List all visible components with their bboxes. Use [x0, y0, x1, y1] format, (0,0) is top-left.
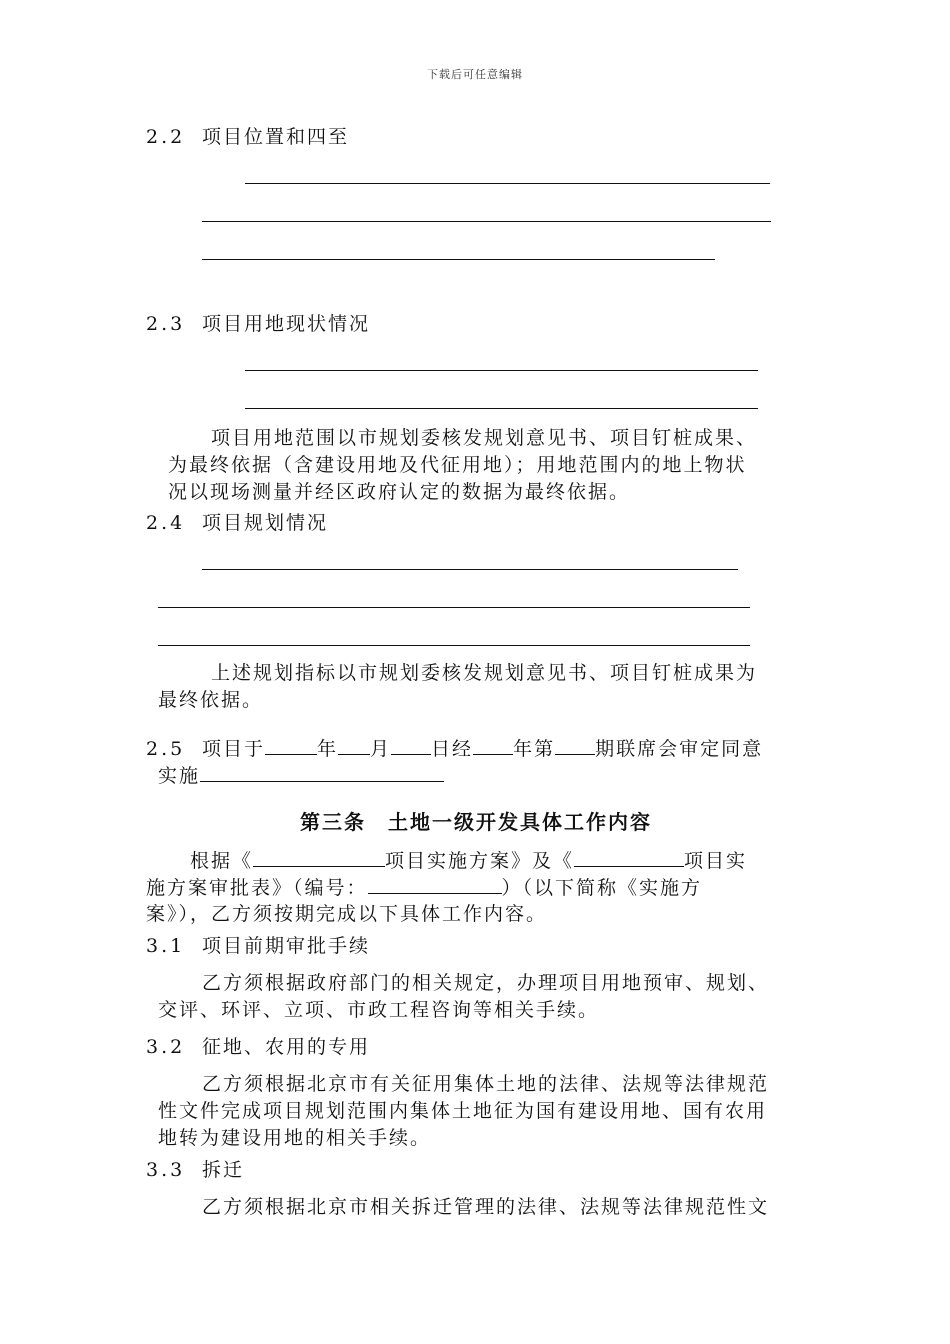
- intro-line-2: [146, 873, 702, 902]
- fill-in-line[interactable]: [158, 607, 750, 608]
- section-3-2-heading: [146, 1033, 370, 1061]
- section-title: 项目规划情况: [202, 512, 329, 534]
- fill-in-line[interactable]: [202, 221, 771, 222]
- paragraph-line: 乙方须根据北京市相关拆迁管理的法律、法规等法律规范性文: [202, 1196, 770, 1218]
- paragraph-line: 况以现场测量并经区政府认定的数据为最终依据。: [168, 481, 631, 503]
- paragraph-line: 最终依据。: [158, 689, 264, 711]
- blank-field[interactable]: [473, 734, 513, 755]
- intro-line-1: [190, 846, 747, 875]
- section-3-1-heading: [146, 932, 370, 960]
- text-segment: 年: [317, 738, 339, 760]
- fill-in-line[interactable]: [202, 259, 715, 260]
- section-title: 项目位置和四至: [202, 126, 350, 148]
- section-number: 2.5: [146, 738, 186, 760]
- section-3-3-heading: [146, 1156, 244, 1184]
- text-segment: 日经: [431, 738, 474, 760]
- paragraph-line: 上述规划指标以市规划委核发规划意见书、项目钉桩成果为: [211, 662, 758, 684]
- fill-in-line[interactable]: [158, 645, 750, 646]
- text-segment: 项目于: [202, 738, 266, 760]
- fill-in-line[interactable]: [245, 370, 758, 371]
- blank-field[interactable]: [555, 734, 595, 755]
- article-title: 第三条 土地一级开发具体工作内容: [300, 810, 652, 834]
- section-title: 项目用地现状情况: [202, 313, 371, 335]
- section-2-3-heading: [146, 310, 370, 338]
- section-number: 2.4: [146, 512, 186, 534]
- intro-line-3: 案》），乙方须按期完成以下具体工作内容。: [146, 903, 548, 925]
- paragraph-line: 乙方须根据北京市有关征用集体土地的法律、法规等法律规范: [202, 1073, 770, 1095]
- section-2-5-line: [146, 734, 763, 763]
- text-segment: ）（以下简称《实施方: [501, 877, 703, 899]
- text-segment: 施方案审批表》（编号：: [146, 877, 368, 899]
- blank-field[interactable]: [253, 846, 385, 867]
- paragraph-line: 地转为建设用地的相关手续。: [158, 1127, 432, 1149]
- blank-field[interactable]: [265, 734, 317, 755]
- fill-in-line[interactable]: [245, 183, 770, 184]
- paragraph-line: 为最终依据（含建设用地及代征用地）；用地范围内的地上物状: [168, 454, 747, 476]
- section-number: 3.1: [146, 935, 186, 957]
- text-segment: 期联席会审定同意: [595, 738, 764, 760]
- text-segment: 项目实: [684, 850, 748, 872]
- blank-field[interactable]: [391, 734, 431, 755]
- paragraph-line: 乙方须根据政府部门的相关规定，办理项目用地预审、规划、: [202, 972, 770, 994]
- section-number: 2.2: [146, 126, 186, 148]
- page-header: 下载后可任意编辑: [427, 68, 523, 81]
- section-title: 项目前期审批手续: [202, 935, 371, 957]
- text-segment: 实施: [158, 765, 201, 787]
- fill-in-line[interactable]: [202, 569, 738, 570]
- blank-field[interactable]: [200, 761, 444, 782]
- text-segment: 根据《: [190, 850, 254, 872]
- text-segment: 月: [370, 738, 392, 760]
- section-2-5-line2: [158, 761, 444, 790]
- blank-field[interactable]: [574, 846, 684, 867]
- paragraph-line: 项目用地范围以市规划委核发规划意见书、项目钉桩成果、: [211, 427, 758, 449]
- section-title: 征地、农用的专用: [202, 1036, 371, 1058]
- paragraph-line: 性文件完成项目规划范围内集体土地征为国有建设用地、国有农用: [158, 1100, 768, 1122]
- blank-field[interactable]: [338, 734, 370, 755]
- blank-field[interactable]: [368, 873, 502, 894]
- paragraph-line: 交评、环评、立项、市政工程咨询等相关手续。: [158, 999, 600, 1021]
- section-2-4-heading: [146, 509, 328, 537]
- fill-in-line[interactable]: [245, 408, 758, 409]
- text-segment: 年第: [513, 738, 556, 760]
- section-2-2-heading: [146, 123, 349, 151]
- section-number: 2.3: [146, 313, 186, 335]
- section-title: 拆迁: [202, 1159, 245, 1181]
- section-number: 3.2: [146, 1036, 186, 1058]
- text-segment: 项目实施方案》及《: [385, 850, 575, 872]
- section-number: 3.3: [146, 1159, 186, 1181]
